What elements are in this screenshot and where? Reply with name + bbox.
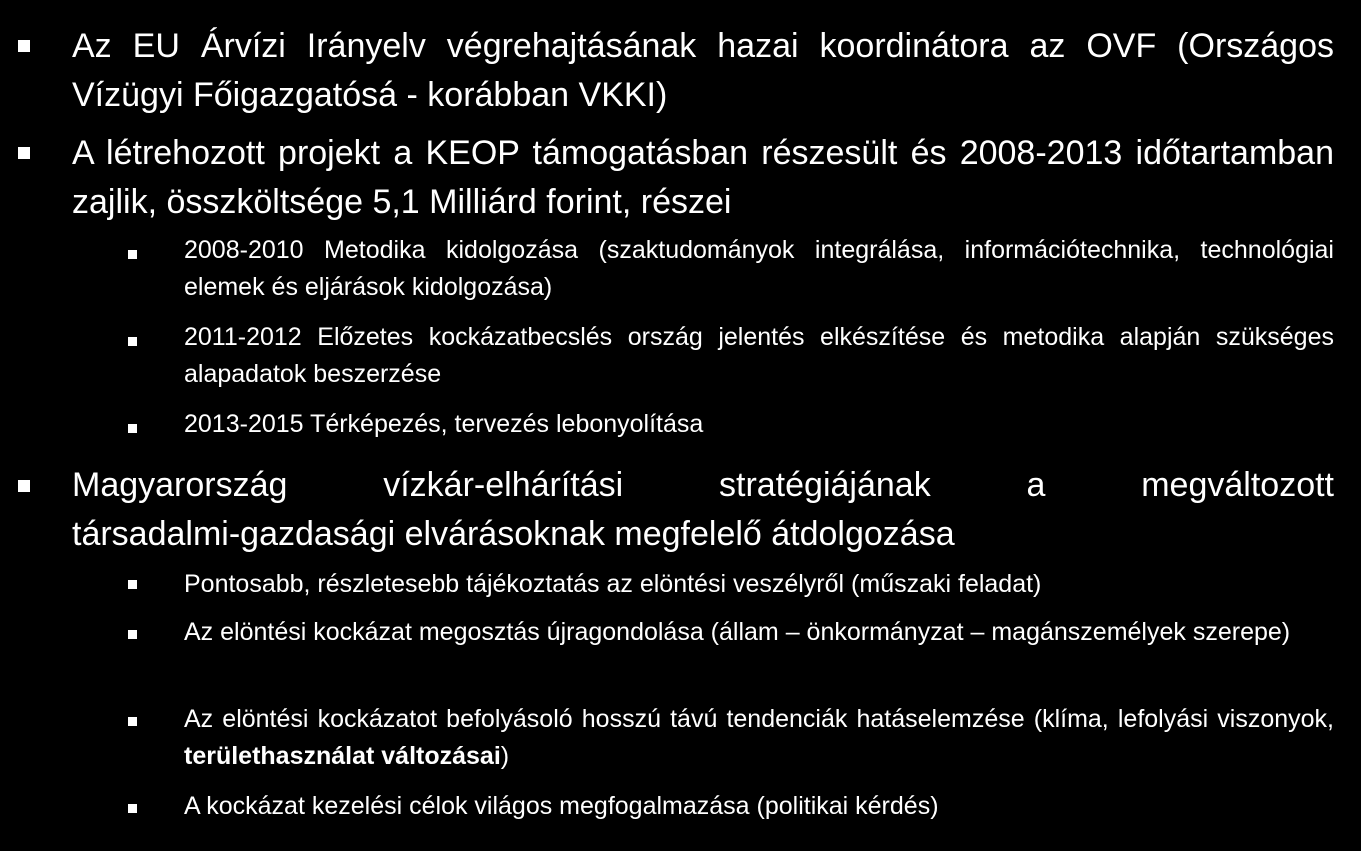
sub-item-tendenciak-text: Az elöntési kockázatot befolyásoló hosszú távú tendenciák hatáselemzése (klíma, lefolyási viszonyok, — [184, 705, 1334, 733]
bullet-square — [18, 40, 30, 52]
bullet-square — [18, 480, 30, 492]
sub-bullet-square — [128, 630, 137, 639]
sub-bullet-square — [128, 337, 137, 346]
sub-item-celok: A kockázat kezelési célok világos megfogalmazása (politikai kérdés) — [184, 792, 939, 820]
sub-item-kockazatbecsles: 2011-2012 Előzetes kockázatbecslés ország jelentés elkészítése és metodika alapján szükséges alapadatok beszerzése — [184, 323, 1334, 388]
bullet-item-strategy-line1: Magyarország vízkár-elhárítási stratégiájának a megváltozott — [72, 466, 1334, 504]
sub-bullet-square — [128, 804, 137, 813]
bullet-square — [18, 147, 30, 159]
sub-item-tendenciak — [184, 701, 1334, 775]
sub-item-tendenciak-end: ) — [500, 742, 510, 770]
bullet-item-ovf-coordinator: Az EU Árvízi Irányelv végrehajtásának hazai koordinátora az OVF (Országos Vízügyi Főigazgatósá - korábban VKKI) — [72, 27, 1334, 114]
bullet-item-keop-project: A létrehozott projekt a KEOP támogatásban részesült és 2008-2013 időtartamban zajlik, összköltsége 5,1 Milliárd forint, részei — [72, 134, 1334, 221]
sub-bullet-square — [128, 717, 137, 726]
sub-bullet-square — [128, 580, 137, 589]
sub-item-metodika: 2008-2010 Metodika kidolgozása (szaktudományok integrálása, információtechnika, technológiai elemek és eljárások kidolgozása) — [184, 236, 1334, 301]
sub-item-terkepezes: 2013-2015 Térképezés, tervezés lebonyolítása — [184, 410, 704, 438]
sub-bullet-square — [128, 250, 137, 259]
sub-item-kockazat-megosztas: Az elöntési kockázat megosztás újragondolása (állam – önkormányzat – magánszemélyek szerepe) — [184, 618, 1291, 646]
sub-item-tendenciak-bold: területhasználat változásai — [184, 742, 501, 770]
bullet-item-strategy-line2: társadalmi-gazdasági elvárásoknak megfelelő átdolgozása — [72, 515, 955, 553]
sub-item-tajekoztatas: Pontosabb, részletesebb tájékoztatás az elöntési veszélyről (műszaki feladat) — [184, 570, 1042, 598]
sub-bullet-square — [128, 424, 137, 433]
